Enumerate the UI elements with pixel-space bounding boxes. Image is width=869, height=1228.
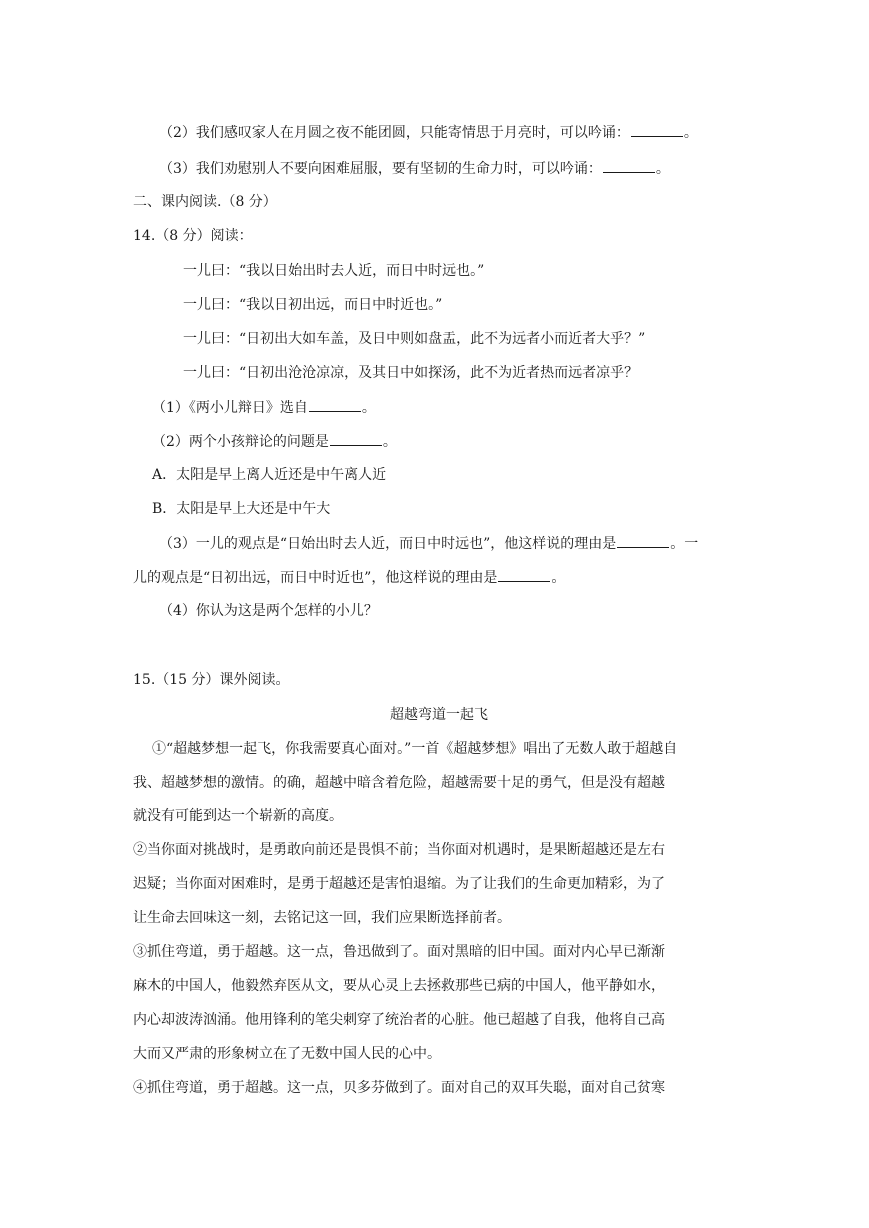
q14-sub-1 bbox=[152, 397, 376, 418]
q14-sub-3-text-2: 儿的观点是“日初出远，而日中时近也”，他这样说的理由是 bbox=[133, 570, 498, 586]
q14-heading: 14.（8 分）阅读： bbox=[133, 228, 253, 244]
answer-blank[interactable] bbox=[330, 431, 382, 446]
article-line: 就没有可能到达一个崭新的高度。 bbox=[133, 808, 343, 824]
q14-sub-1-end: 。 bbox=[361, 400, 376, 416]
answer-blank[interactable] bbox=[631, 122, 683, 137]
article-line: 迟疑；当你面对困难时，是勇于超越还是害怕退缩。为了让我们的生命更加精彩，为了 bbox=[133, 876, 665, 892]
q13-item-3-end: 。 bbox=[655, 161, 670, 177]
q14-sub-2 bbox=[152, 431, 397, 452]
article-title: 超越弯道一起飞 bbox=[390, 707, 488, 723]
article-line: ④抓住弯道，勇于超越。这一点，贝多芬做到了。面对自己的双耳失聪，面对自己贫寒 bbox=[133, 1080, 665, 1096]
answer-blank[interactable] bbox=[498, 567, 550, 582]
q14-sub-3-line-2 bbox=[133, 567, 565, 588]
option-b: B．太阳是早上大还是中午大 bbox=[152, 501, 331, 517]
passage-line: 一儿曰：“我以日始出时去人近，而日中时远也。” bbox=[183, 263, 485, 279]
answer-blank[interactable] bbox=[617, 533, 669, 548]
q13-item-2-text: （2）我们感叹家人在月圆之夜不能团圆，只能寄情思于月亮时，可以吟诵： bbox=[159, 125, 630, 141]
q13-item-3 bbox=[159, 158, 670, 179]
q14-sub-2-end: 。 bbox=[382, 434, 397, 450]
q14-sub-4: （4）你认为这是两个怎样的小儿？ bbox=[159, 603, 378, 619]
q13-item-3-text: （3）我们劝慰别人不要向困难屈服，要有坚韧的生命力时，可以吟诵： bbox=[159, 161, 602, 177]
passage-line: 一儿曰：“日初出沧沧凉凉，及其日中如探汤，此不为近者热而远者凉乎？ bbox=[183, 365, 639, 381]
q14-sub-2-text: （2）两个小孩辩论的问题是 bbox=[152, 434, 329, 450]
article-line: ①“超越梦想一起飞，你我需要真心面对。”一首《超越梦想》唱出了无数人敢于超越自 bbox=[152, 741, 678, 757]
article-line: 麻木的中国人，他毅然弃医从文，要从心灵上去拯救那些已病的中国人，他平静如水， bbox=[133, 978, 665, 994]
q14-sub-3-line-1 bbox=[159, 533, 698, 554]
q13-item-2 bbox=[159, 122, 698, 143]
article-line: 我、超越梦想的激情。的确，超越中暗含着危险，超越需要十足的勇气，但是没有超越 bbox=[133, 775, 665, 791]
answer-blank[interactable] bbox=[309, 397, 361, 412]
q13-item-2-end: 。 bbox=[683, 125, 698, 141]
article-line: ③抓住弯道，勇于超越。这一点，鲁迅做到了。面对黑暗的旧中国。面对内心早已渐渐 bbox=[133, 944, 665, 960]
q14-sub-1-text: （1）《两小儿辩日》选自 bbox=[152, 400, 308, 416]
passage-line: 一儿曰：“我以日初出远，而日中时近也。” bbox=[183, 297, 443, 313]
article-line: 让生命去回味这一刻，去铭记这一回，我们应果断选择前者。 bbox=[133, 910, 511, 926]
option-a: A．太阳是早上离人近还是中午离人近 bbox=[152, 467, 387, 483]
passage-line: 一儿曰：“日初出大如车盖，及日中则如盘盂，此不为远者小而近者大乎？” bbox=[183, 331, 646, 347]
q14-sub-3-end-2: 。 bbox=[551, 570, 566, 586]
article-line: 内心却波涛汹涌。他用锋利的笔尖刺穿了统治者的心脏。他已超越了自我，他将自己高 bbox=[133, 1012, 665, 1028]
answer-blank[interactable] bbox=[603, 158, 655, 173]
section-heading: 二、课内阅读.（8 分） bbox=[133, 194, 277, 210]
q14-sub-3-text: （3）一儿的观点是“日始出时去人近，而日中时远也”，他这样说的理由是 bbox=[159, 536, 617, 552]
article-line: ②当你面对挑战时，是勇敢向前还是畏惧不前；当你面对机遇时，是果断超越还是左右 bbox=[133, 842, 665, 858]
q15-heading: 15.（15 分）课外阅读。 bbox=[133, 672, 290, 688]
article-line: 大而又严肃的形象树立在了无数中国人民的心中。 bbox=[133, 1046, 441, 1062]
q14-sub-3-end: 。一 bbox=[670, 536, 699, 552]
